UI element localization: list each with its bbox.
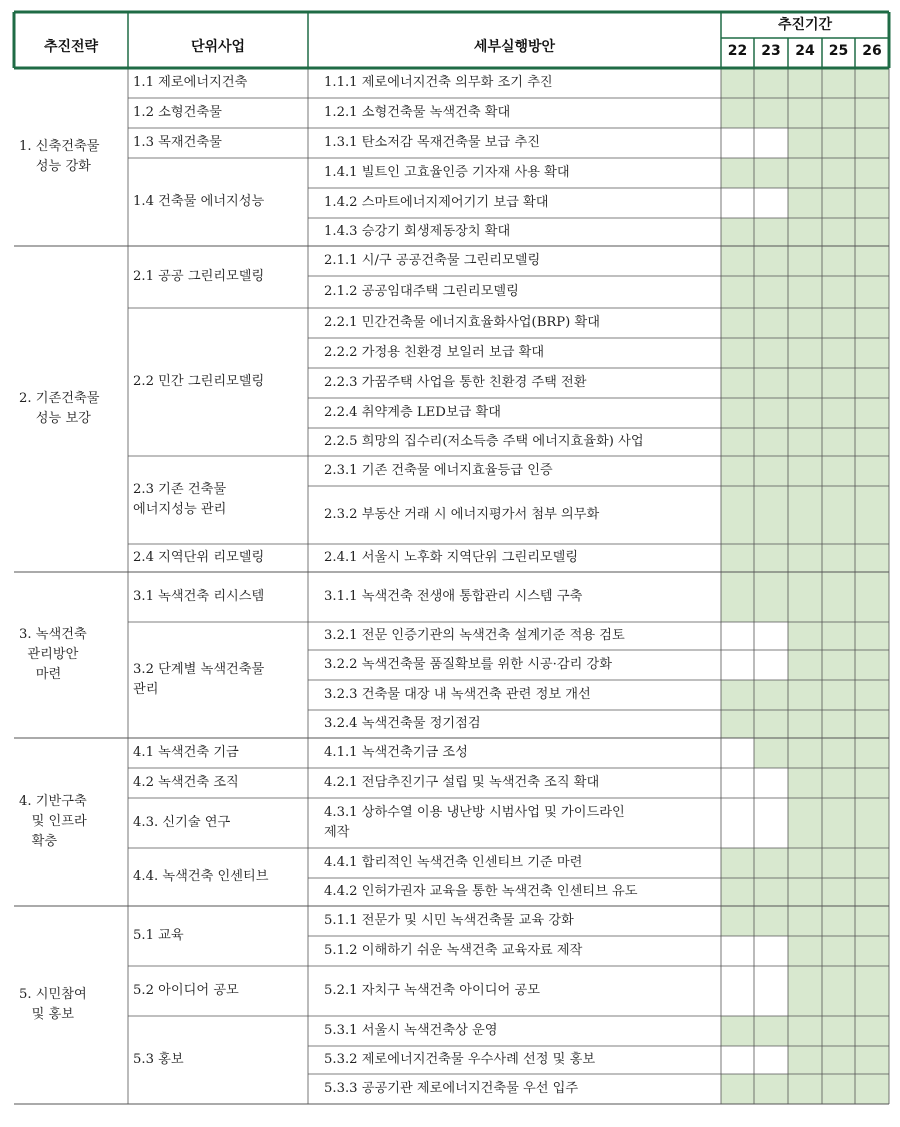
year-cell-active <box>855 936 889 966</box>
year-cell-active <box>754 456 788 486</box>
year-cell-active <box>822 738 855 768</box>
year-cell-active <box>822 98 855 128</box>
unit-label: 1.4 건축물 에너지성능 <box>133 194 265 209</box>
year-cell-active <box>855 246 889 276</box>
year-cell-active <box>721 338 754 368</box>
year-cell-active <box>721 680 754 710</box>
year-cell-active <box>855 1074 889 1104</box>
detail-item: 2.1.1 시/구 공공건축물 그린리모델링 <box>324 253 541 268</box>
year-cell-active <box>754 308 788 338</box>
year-cell-active <box>855 1046 889 1074</box>
detail-item: 2.2.5 희망의 집수리(저소득층 주택 에너지효율화) 사업 <box>324 434 644 449</box>
year-cell-active <box>822 428 855 456</box>
year-cell-active <box>788 544 822 572</box>
year-cell-active <box>822 486 855 544</box>
year-cell-active <box>822 128 855 158</box>
detail-item: 2.1.2 공공임대주택 그린리모델링 <box>324 284 519 299</box>
detail-item: 1.1.1 제로에너지건축 의무화 조기 추진 <box>324 75 553 90</box>
year-cell-active <box>822 622 855 650</box>
detail-item: 5.1.2 이해하기 쉬운 녹색건축 교육자료 제작 <box>324 943 583 958</box>
detail-item: 5.2.1 자치구 녹색건축 아이디어 공모 <box>324 983 540 998</box>
year-cell-active <box>822 1016 855 1046</box>
year-cell-active <box>822 966 855 1016</box>
year-cell-active <box>822 768 855 798</box>
header-year: 25 <box>828 43 849 59</box>
year-cell-active <box>721 848 754 878</box>
header-year: 24 <box>795 43 815 59</box>
header-period: 추진기간 <box>777 17 833 33</box>
detail-item: 5.3.2 제로에너지건축물 우수사례 선정 및 홍보 <box>324 1052 596 1067</box>
year-cell-active <box>855 966 889 1016</box>
header-year: 22 <box>727 43 748 59</box>
year-cell-active <box>822 906 855 936</box>
year-cell-active <box>855 738 889 768</box>
unit-label: 5.1 교육 <box>133 928 184 943</box>
year-cell-active <box>855 218 889 246</box>
year-cell-active <box>754 398 788 428</box>
strategy-label: 5. 시민참여 및 홍보 <box>19 987 87 1022</box>
year-cell-active <box>754 218 788 246</box>
year-cell-active <box>788 338 822 368</box>
year-cell-active <box>855 338 889 368</box>
year-cell-active <box>788 572 822 622</box>
year-cell-active <box>721 486 754 544</box>
header-unit: 단위사업 <box>190 39 246 55</box>
year-cell-active <box>855 188 889 218</box>
unit-label: 4.1 녹색건축 기금 <box>133 745 239 760</box>
year-cell-active <box>788 428 822 456</box>
year-cell-active <box>855 798 889 848</box>
year-cell-active <box>721 246 754 276</box>
year-cell-active <box>754 276 788 308</box>
year-cell-active <box>721 68 754 98</box>
detail-item: 4.3.1 상하수열 이용 냉난방 시범사업 및 가이드라인 제작 <box>324 805 625 840</box>
year-cell-active <box>855 768 889 798</box>
strategy-label: 2. 기존건축물 성능 보강 <box>19 391 100 426</box>
year-cell-active <box>754 710 788 738</box>
year-cell-active <box>754 572 788 622</box>
header-strategy: 추진전략 <box>43 39 99 55</box>
year-cell-active <box>788 768 822 798</box>
year-cell-active <box>721 98 754 128</box>
year-cell-active <box>721 906 754 936</box>
detail-item: 1.4.1 빌트인 고효율인증 기자재 사용 확대 <box>324 165 570 180</box>
year-cell-active <box>754 428 788 456</box>
year-cell-active <box>855 906 889 936</box>
year-cell-active <box>822 680 855 710</box>
year-cell-active <box>721 158 754 188</box>
year-cell-active <box>788 276 822 308</box>
year-cell-active <box>788 936 822 966</box>
detail-item: 2.2.2 가정용 친환경 보일러 보급 확대 <box>324 345 545 360</box>
year-cell-active <box>855 878 889 906</box>
year-cell-active <box>754 246 788 276</box>
detail-item: 3.2.2 녹색건축물 품질확보를 위한 시공·감리 강화 <box>324 657 613 672</box>
detail-item: 3.2.1 전문 인증기관의 녹색건축 설계기준 적용 검토 <box>324 628 625 643</box>
year-cell-active <box>855 398 889 428</box>
year-cell-active <box>822 188 855 218</box>
year-cell-active <box>754 878 788 906</box>
year-cell-active <box>788 680 822 710</box>
year-cell-active <box>754 368 788 398</box>
detail-item: 2.4.1 서울시 노후화 지역단위 그린리모델링 <box>324 550 579 565</box>
year-cell-active <box>788 68 822 98</box>
year-cell-active <box>754 68 788 98</box>
year-cell-active <box>721 398 754 428</box>
year-cell-active <box>855 158 889 188</box>
year-cell-active <box>721 878 754 906</box>
unit-label: 4.4. 녹색건축 인센티브 <box>133 869 269 884</box>
year-cell-active <box>822 848 855 878</box>
year-cell-active <box>788 308 822 338</box>
year-cell-active <box>721 456 754 486</box>
year-cell-active <box>855 456 889 486</box>
detail-item: 2.2.1 민간건축물 에너지효율화사업(BRP) 확대 <box>324 315 600 330</box>
year-cell-active <box>754 1074 788 1104</box>
strategy-label: 4. 기반구축 및 인프라 확충 <box>19 794 87 849</box>
year-cell-active <box>822 936 855 966</box>
detail-item: 3.2.3 건축물 대장 내 녹색건축 관련 정보 개선 <box>324 687 591 702</box>
year-cell-active <box>788 368 822 398</box>
year-cell-active <box>788 710 822 738</box>
year-cell-active <box>822 218 855 246</box>
year-cell-active <box>822 68 855 98</box>
year-cell-active <box>721 544 754 572</box>
year-cell-active <box>754 486 788 544</box>
year-cell-active <box>822 398 855 428</box>
year-cell-active <box>788 798 822 848</box>
year-cell-active <box>754 906 788 936</box>
year-cell-active <box>822 572 855 622</box>
year-cell-active <box>721 308 754 338</box>
year-cell-active <box>855 276 889 308</box>
detail-item: 3.1.1 녹색건축 전생애 통합관리 시스템 구축 <box>324 589 583 604</box>
year-cell-active <box>788 878 822 906</box>
year-cell-active <box>788 398 822 428</box>
year-cell-active <box>822 798 855 848</box>
year-cell-active <box>721 368 754 398</box>
year-cell-active <box>822 308 855 338</box>
year-cell-active <box>788 906 822 936</box>
year-cell-active <box>855 710 889 738</box>
detail-item: 2.3.1 기존 건축물 에너지효율등급 인증 <box>324 463 553 478</box>
year-cell-active <box>855 486 889 544</box>
year-cell-active <box>788 1016 822 1046</box>
detail-item: 3.2.4 녹색건축물 정기점검 <box>324 716 481 731</box>
year-cell-active <box>788 158 822 188</box>
year-cell-active <box>822 246 855 276</box>
year-cell-active <box>855 1016 889 1046</box>
year-cell-active <box>754 1016 788 1046</box>
year-cell-active <box>721 710 754 738</box>
detail-item: 1.4.2 스마트에너지제어기기 보급 확대 <box>324 195 549 210</box>
year-cell-active <box>754 158 788 188</box>
year-cell-active <box>721 1016 754 1046</box>
year-cell-active <box>788 128 822 158</box>
year-cell-active <box>855 650 889 680</box>
unit-label: 2.4 지역단위 리모델링 <box>133 550 265 565</box>
year-cell-active <box>788 738 822 768</box>
detail-item: 4.4.2 인허가권자 교육을 통한 녹색건축 인센티브 유도 <box>324 884 638 899</box>
year-cell-active <box>855 622 889 650</box>
year-cell-active <box>721 276 754 308</box>
unit-label: 1.1 제로에너지건축 <box>133 75 248 90</box>
unit-label: 5.3 홍보 <box>133 1052 184 1067</box>
unit-label: 4.3. 신기술 연구 <box>133 815 231 830</box>
unit-label: 2.2 민간 그린리모델링 <box>133 374 265 389</box>
year-cell-active <box>788 1046 822 1074</box>
year-cell-active <box>788 98 822 128</box>
detail-item: 5.3.1 서울시 녹색건축상 운영 <box>324 1023 498 1038</box>
year-cell-active <box>855 428 889 456</box>
unit-label: 1.2 소형건축물 <box>133 105 222 120</box>
year-cell-active <box>822 338 855 368</box>
unit-label: 2.3 기존 건축물 에너지성능 관리 <box>133 482 227 517</box>
detail-item: 1.4.3 승강기 회생제동장치 확대 <box>324 224 511 239</box>
year-cell-active <box>721 218 754 246</box>
unit-label: 3.1 녹색건축 리시스템 <box>133 589 265 604</box>
year-cell-active <box>822 544 855 572</box>
unit-label: 2.1 공공 그린리모델링 <box>133 269 265 284</box>
year-cell-active <box>788 622 822 650</box>
year-cell-active <box>754 680 788 710</box>
detail-item: 2.2.3 가꿈주택 사업을 통한 친환경 주택 전환 <box>324 375 587 390</box>
year-cell-active <box>822 1074 855 1104</box>
year-cell-active <box>855 572 889 622</box>
year-cell-active <box>855 680 889 710</box>
year-cell-active <box>788 188 822 218</box>
detail-item: 2.3.2 부동산 거래 시 에너지평가서 첨부 의무화 <box>324 507 600 522</box>
unit-label: 4.2 녹색건축 조직 <box>133 775 239 790</box>
year-cell-active <box>822 878 855 906</box>
year-cell-active <box>855 68 889 98</box>
year-cell-active <box>822 710 855 738</box>
year-cell-active <box>788 218 822 246</box>
year-cell-active <box>788 966 822 1016</box>
year-cell-active <box>788 650 822 680</box>
year-cell-active <box>822 158 855 188</box>
detail-item: 1.3.1 탄소저감 목재건축물 보급 추진 <box>324 135 540 150</box>
detail-item: 1.2.1 소형건축물 녹색건축 확대 <box>324 105 511 120</box>
year-cell-active <box>788 486 822 544</box>
year-cell-active <box>754 98 788 128</box>
strategy-label: 3. 녹색건축 관리방안 마련 <box>19 627 87 682</box>
year-cell-active <box>855 128 889 158</box>
year-cell-active <box>855 848 889 878</box>
unit-label: 3.2 단계별 녹색건축물 관리 <box>133 662 265 697</box>
year-cell-active <box>721 1074 754 1104</box>
detail-item: 2.2.4 취약계층 LED보급 확대 <box>324 405 501 420</box>
header-year: 23 <box>761 43 781 59</box>
year-cell-active <box>855 368 889 398</box>
year-cell-active <box>855 98 889 128</box>
year-cell-active <box>788 848 822 878</box>
year-cell-active <box>822 276 855 308</box>
year-cell-active <box>788 246 822 276</box>
year-cell-active <box>754 544 788 572</box>
year-cell-active <box>721 572 754 622</box>
year-cell-active <box>822 368 855 398</box>
detail-item: 5.3.3 공공기관 제로에너지건축물 우선 입주 <box>324 1081 579 1096</box>
unit-label: 1.3 목재건축물 <box>133 135 222 150</box>
detail-item: 5.1.1 전문가 및 시민 녹색건축물 교육 강화 <box>324 913 574 928</box>
detail-item: 4.4.1 합리적인 녹색건축 인센티브 기준 마련 <box>324 855 583 870</box>
header-year: 26 <box>862 43 882 59</box>
detail-item: 4.2.1 전담추진기구 설립 및 녹색건축 조직 확대 <box>324 775 600 790</box>
year-cell-active <box>822 1046 855 1074</box>
year-cell-active <box>788 456 822 486</box>
year-cell-active <box>754 738 788 768</box>
year-cell-active <box>855 308 889 338</box>
header-detail: 세부실행방안 <box>473 39 556 55</box>
strategy-label: 1. 신축건축물 성능 강화 <box>19 139 100 174</box>
detail-item: 4.1.1 녹색건축기금 조성 <box>324 745 468 760</box>
year-cell-active <box>822 650 855 680</box>
unit-label: 5.2 아이디어 공모 <box>133 983 239 998</box>
year-cell-active <box>754 848 788 878</box>
year-cell-active <box>754 338 788 368</box>
year-cell-active <box>788 1074 822 1104</box>
year-cell-active <box>855 544 889 572</box>
year-cell-active <box>721 428 754 456</box>
year-cell-active <box>822 456 855 486</box>
